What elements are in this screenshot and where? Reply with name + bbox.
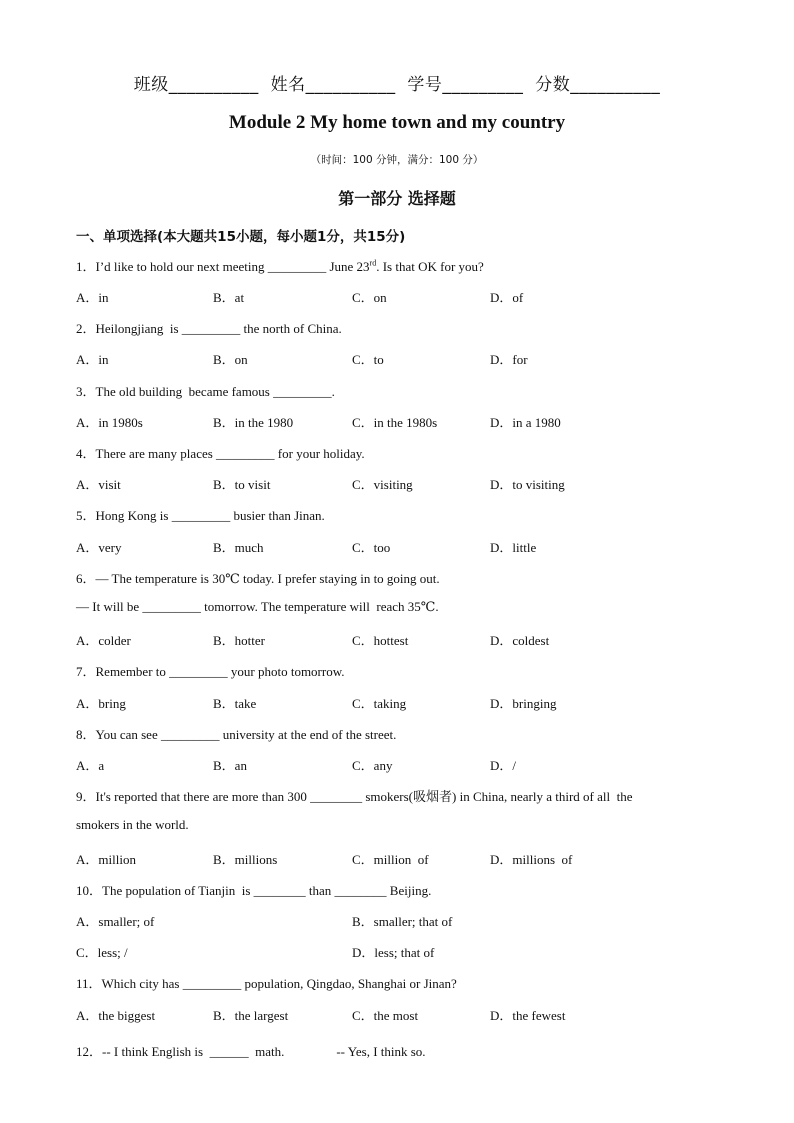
question-2-option-b: B．on xyxy=(213,352,248,367)
question-10-stem: 10．The population of Tianjin is ________ than ________ Beijing. xyxy=(76,883,432,898)
question-11-option-a: A．the biggest xyxy=(76,1008,156,1023)
question-8-stem: 8．You can see _________ university at the end of the street. xyxy=(76,727,397,742)
question-3-option-b: B．in the 1980 xyxy=(213,415,294,430)
question-4-option-a: A．visit xyxy=(76,477,121,492)
question-5-stem: 5．Hong Kong is _________ busier than Jinan. xyxy=(76,508,325,523)
question-9-option-b: B．millions xyxy=(213,852,278,867)
question-1-stem: 1．I’d like to hold our next meeting _________ June 23rd. Is that OK for you? xyxy=(76,258,484,274)
question-12-stem: 12．-- I think English is ______ math. -- Yes, I think so. xyxy=(76,1044,426,1059)
question-7-option-d: D．bringing xyxy=(490,696,557,711)
question-4-option-b: B．to visit xyxy=(213,477,271,492)
question-11-option-c: C．the most xyxy=(352,1008,419,1023)
question-5-option-c: C．too xyxy=(352,540,391,555)
question-1-option-a: A．in xyxy=(76,290,109,305)
part-title: 第一部分 选择题 xyxy=(338,189,456,208)
question-4-option-d: D．to visiting xyxy=(490,477,565,492)
question-5-option-d: D．little xyxy=(490,540,537,555)
question-8-option-b: B．an xyxy=(213,758,247,773)
question-6-stem-reply: — It will be _________ tomorrow. The temperature will reach 35℃. xyxy=(76,599,439,614)
question-3-option-d: D．in a 1980 xyxy=(490,415,561,430)
student-info-fields: 班级__________ 姓名__________ 学号_________ 分数__________ xyxy=(133,75,661,95)
question-9-option-d: D．millions of xyxy=(490,852,573,867)
question-10-option-b: B．smaller; that of xyxy=(352,914,453,929)
question-2-option-c: C．to xyxy=(352,352,384,367)
section-title: 一、单项选择(本大题共15小题，每小题1分，共15分) xyxy=(76,229,406,245)
page-title: Module 2 My home town and my country xyxy=(228,112,566,133)
question-6-option-c: C．hottest xyxy=(352,633,409,648)
question-9-stem: 9．It's reported that there are more than 300 ________ smokers(吸烟者) in China, nearly a third of all the xyxy=(76,789,633,804)
question-2-option-a: A．in xyxy=(76,352,109,367)
question-2-stem: 2．Heilongjiang is _________ the north of China. xyxy=(76,321,342,336)
question-10-option-d: D．less; that of xyxy=(352,945,435,960)
question-5-option-a: A．very xyxy=(76,540,122,555)
question-3-option-a: A．in 1980s xyxy=(76,415,143,430)
question-11-option-b: B．the largest xyxy=(213,1008,289,1023)
question-6-stem: 6．— The temperature is 30℃ today. I prefer staying in to going out. xyxy=(76,571,440,586)
question-3-option-c: C．in the 1980s xyxy=(352,415,438,430)
question-9-stem-continued: smokers in the world. xyxy=(76,817,189,832)
question-10-option-c: C．less; / xyxy=(76,945,128,960)
question-7-option-a: A．bring xyxy=(76,696,126,711)
question-7-stem: 7．Remember to _________ your photo tomorrow. xyxy=(76,664,345,679)
question-5-option-b: B．much xyxy=(213,540,264,555)
question-10-option-a: A．smaller; of xyxy=(76,914,155,929)
question-7-option-b: B．take xyxy=(213,696,257,711)
question-8-option-d: D．/ xyxy=(490,758,517,773)
question-1-option-c: C．on xyxy=(352,290,387,305)
question-11-option-d: D．the fewest xyxy=(490,1008,566,1023)
question-2-option-d: D．for xyxy=(490,352,528,367)
question-9-option-a: A．million xyxy=(76,852,136,867)
question-9-option-c: C．million of xyxy=(352,852,429,867)
question-6-option-a: A．colder xyxy=(76,633,131,648)
question-11-stem: 11．Which city has _________ population, Qingdao, Shanghai or Jinan? xyxy=(76,976,457,991)
question-8-option-a: A．a xyxy=(76,758,105,773)
question-4-stem: 4．There are many places _________ for your holiday. xyxy=(76,446,365,461)
question-1-option-b: B．at xyxy=(213,290,245,305)
question-1-option-d: D．of xyxy=(490,290,524,305)
question-6-option-d: D．coldest xyxy=(490,633,550,648)
question-6-option-b: B．hotter xyxy=(213,633,265,648)
question-7-option-c: C．taking xyxy=(352,696,407,711)
question-8-option-c: C．any xyxy=(352,758,393,773)
question-4-option-c: C．visiting xyxy=(352,477,413,492)
question-3-stem: 3．The old building became famous _________. xyxy=(76,384,335,399)
exam-time-info: （时间：100 分钟，满分：100 分） xyxy=(310,154,484,166)
